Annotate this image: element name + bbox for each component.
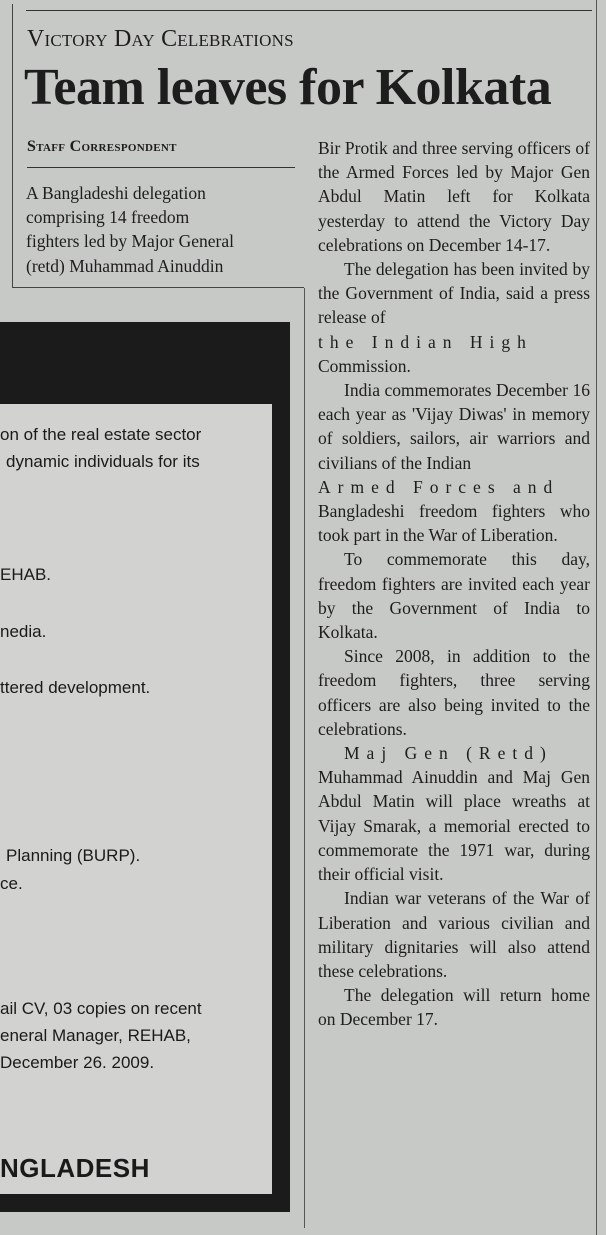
article-left-column bbox=[26, 181, 296, 278]
ad-line: EHAB. bbox=[0, 565, 52, 584]
paragraph: Indian war veterans of the War of Liberation and various civilian and military dignitaries will also attend these celebrations. bbox=[318, 888, 590, 981]
paragraph: The delegation will return home on December 17. bbox=[318, 985, 590, 1030]
paragraph-line: Bangladeshi freedom fighters who took part in the War of Liberation. bbox=[318, 501, 590, 546]
article-headline: Team leaves for Kolkata bbox=[24, 59, 552, 116]
ad-line: December 26. 2009. bbox=[0, 1053, 155, 1072]
left-column-line: (retd) Muhammad Ainuddin bbox=[26, 255, 224, 276]
article-right-column bbox=[318, 136, 590, 1032]
byline-rule bbox=[27, 167, 295, 168]
paragraph: Since 2008, in addition to the freedom fighters, three serving officers are also being invited to the celebrations. bbox=[318, 646, 590, 739]
column-rule bbox=[304, 288, 305, 1228]
article-box-bottom-rule bbox=[12, 287, 304, 288]
left-column-line: A Bangladeshi delegation bbox=[26, 183, 206, 203]
article-kicker: Victory Day Celebrations bbox=[27, 26, 294, 52]
ad-footer-text: NGLADESH bbox=[0, 1153, 150, 1183]
left-column-line: fighters led by Major General bbox=[26, 231, 234, 252]
paragraph: The delegation has been invited by the Government of India, said a press release of bbox=[318, 259, 590, 328]
top-rule bbox=[26, 10, 592, 11]
paragraph: Bir Protik and three serving officers of the Armed Forces led by Major Gen Abdul Matin left for Kolkata yesterday to attend the Victory Day celebrations on December 14-17. bbox=[318, 138, 590, 255]
ad-line: on of the real estate sector bbox=[0, 425, 202, 444]
paragraph-line: Armed Forces and bbox=[318, 476, 560, 497]
ad-line: eneral Manager, REHAB, bbox=[0, 1026, 191, 1045]
paragraph: To commemorate this day, freedom fighters are invited each year by the Government of India to Kolkata. bbox=[318, 549, 590, 643]
paragraph-line: Muhammad Ainuddin and Maj Gen Abdul Matin will place wreaths at Vijay Smarak, a memorial erected to commemorate the 1971 war, during their official visit. bbox=[318, 767, 590, 885]
paragraph: India commemorates December 16 each year as 'Vijay Diwas' in memory of soldiers, sailors, air warriors and civilians of the Indian bbox=[318, 380, 590, 473]
paragraph-line: the Indian High bbox=[318, 331, 533, 352]
advertisement-body bbox=[0, 404, 272, 1194]
page-edge-rule bbox=[596, 0, 597, 1235]
ad-line: dynamic individuals for its bbox=[6, 452, 200, 471]
article-byline: Staff Correspondent bbox=[27, 138, 177, 155]
ad-line: ail CV, 03 copies on recent bbox=[0, 999, 202, 1018]
ad-line: Planning (BURP). bbox=[6, 846, 141, 865]
paragraph-line: Commission. bbox=[318, 355, 411, 376]
ad-line: ce. bbox=[0, 874, 23, 893]
article-box-left-rule bbox=[12, 4, 13, 287]
ad-line: ttered development. bbox=[0, 678, 151, 697]
ad-line: nedia. bbox=[0, 622, 47, 641]
paragraph-line: Maj Gen (Retd) bbox=[344, 743, 553, 764]
left-column-line: comprising 14 freedom bbox=[26, 207, 190, 228]
